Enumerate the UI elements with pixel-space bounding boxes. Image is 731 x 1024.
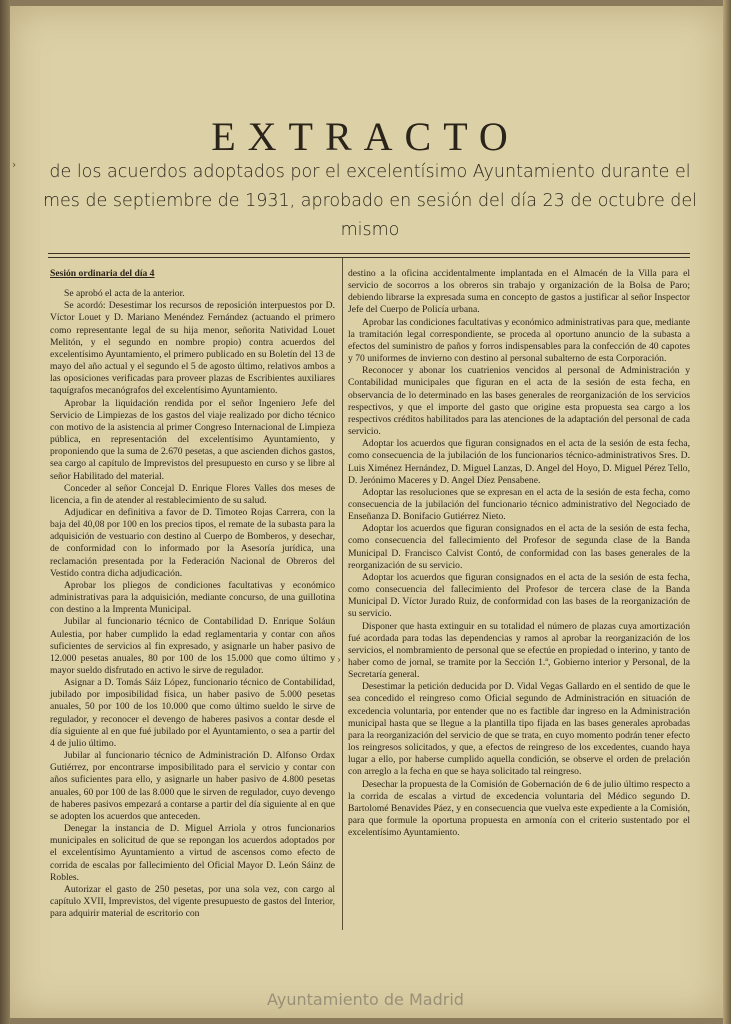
paragraph: Asignar a D. Tomás Sáiz López, funcionario técnico de Contabilidad, jubilado por imposibilidad física, un haber pasivo de 5.000 pesetas anuales, 50 por 100 de los 10.000 que como último sueldo le sirve de regulador, y reconocer el devengo de haberes pasivos a contar desde el día siguiente al en que fué jubilado por el Ayuntamiento, o sea a partir del 4 de julio último. (50, 677, 335, 749)
column-divider (342, 258, 343, 930)
paragraph: Denegar la instancia de D. Miguel Arriola y otros funcionarios municipales en solicitud de que se repongan los acuerdos adoptados por el excelentísimo Ayuntamiento a virtud de ascensos como efecto de corrida de escalas por fallecimiento del Oficial Mayor D. León Sáinz de Robles. (50, 823, 335, 883)
paragraph: Aprobar las condiciones facultativas y económico administrativas para que, mediante la tramitación legal correspondiente, se proceda al oportuno anuncio de la subasta a efectos del suministro de paños y forros indispensables para la confección de 40 capotes y 70 uniformes de invierno con destino al personal subalterno de esta Corporación. (348, 316, 690, 365)
session-heading: Sesión ordinaria del día 4 (50, 268, 155, 279)
watermark: Ayuntamiento de Madrid (267, 990, 464, 1009)
paragraph: Adoptar las resoluciones que se expresan en el acta de la sesión de esta fecha, como consecuencia de la jubilación del funcionario técnico administrativo del Negociado de Enseñanza D. Bonifacio Gutiérrez Nieto. (348, 486, 690, 523)
paragraph: Conceder al señor Concejal D. Enrique Flores Valles dos meses de licencia, a fin de atender al restablecimiento de su salud. (50, 482, 335, 506)
paragraph: Disponer que hasta extinguir en su totalidad el número de plazas cuya amortización fué acordada para todas las dependencias y ramos al aprobar la reorganización de los servicios, el nombramiento de personal que se efectúe en propiedad o interino, y tanto de haber como de jornal, se tramite por la Sección 1.ª, Gobierno interior y Personal, de la Secretaría general. (348, 620, 690, 681)
right-column (348, 268, 690, 839)
paragraph: Aprobar los pliegos de condiciones facultativas y económico administrativas para la adquisición, mediante concurso, de una guillotina con destino a la Imprenta Municipal. (50, 579, 335, 616)
paragraph: Jubilar al funcionario técnico de Administración D. Alfonso Ordax Gutiérrez, por encontrarse imposibilitado para el servicio y contar con años suficientes para ello, y asignarle un haber pasivo de 4.800 pesetas anuales, 60 por 100 de las 8.000 que le sirven de regulador, cuyo devengo de haberes pasivos empezará a contarse a partir del día siguiente al en que se adopten los acuerdos que anteceden. (50, 750, 335, 822)
paragraph: Adoptar los acuerdos que figuran consignados en el acta de la sesión de esta fecha, como consecuencia de la jubilación de los funcionarios técnico-administrativos Sres. D. Luis Ximénez Hernández, D. Miguel Lanzas, D. Angel del Hoyo, D. Miguel Pérez Tello, D. Jerónimo Maceres y D. Angel Díez Pensabene. (348, 438, 690, 486)
paragraph: destino a la oficina accidentalmente implantada en el Almacén de la Villa para el servicio de socorros a los obreros sin trabajo y organización de la Bolsa de Paro; debiendo librarse la expresada suma en concepto de gastos a justificar al señor Inspector Jefe del Cuerpo de Policía urbana. (348, 268, 690, 316)
paragraph: Desestimar la petición deducida por D. Vidal Vegas Gallardo en el sentido de que le sea concedido el reingreso como Oficial segundo de Administración en situación de excedencia voluntaria, por entender que no es factible dar ingreso en la Administración municipal hasta que se llegue a la plantilla tipo fijada en las bases generales aprobadas para la reorganización del servicio de que se trata, en cuyo momento podrán tener efecto los reingresos solicitados, y que, a efectos de reingreso de los excedentes, cuando haya lugar a ello, por haberse cumplido aquella condición, se observe el orden de prelación con arreglo a la fecha en que se haya solicitado tal reingreso. (348, 681, 690, 778)
left-column (50, 268, 335, 920)
paragraph: Reconocer y abonar los cuatrienios vencidos al personal de Administración y Contabilidad municipales que figuran en el acta de la sesión de esta fecha, en observancia de lo determinado en las bases generales de reorganización de los servicios respectivos, y que el importe del gasto que origine esta propuesta sea cargo a los respectivos créditos habilitados para las atenciones de la adaptación del personal de cada servicio. (348, 365, 690, 438)
document-subtitle: de los acuerdos adoptados por el excelentísimo Ayuntamiento durante el mes de septiembre de 1931, aprobado en sesión del día 23 de octubre del mismo (42, 162, 698, 240)
document-title: EXTRACTO (211, 114, 520, 159)
paragraph: Se acordó: Desestimar los recursos de reposición interpuestos por D. Víctor Louet y D. Mariano Menéndez Fernández (actuando el primero como representante legal de su hija menor, señorita Natividad Louet Melitón, y el segundo en nombre propio) contra acuerdos del excelentísimo Ayuntamiento, el primero publicado en su Boletín del 13 de mayo del año actual y el segundo el 5 de agosto último, relativos ambos a las oposiciones verificadas para proveer plazas de Escribientes auxiliares taquígrafos mecanógrafos del excelentísimo Ayuntamiento. (50, 300, 335, 397)
paragraph: Adoptar los acuerdos que figuran consignados en el acta de la sesión de esta fecha, como consecuencia del fallecimiento del Profesor de segunda clase de la Banda Municipal D. Francisco Calvist Contó, de conformidad con las bases generales de la reorganización de su servicio. (348, 523, 690, 571)
header-rule-secondary (48, 257, 690, 258)
paragraph: Adoptar los acuerdos que figuran consignados en el acta de la sesión de esta fecha, como consecuencia del fallecimiento del Profesor de tercera clase de la Banda Municipal D. Víctor Jurado Ruiz, de conformidad con las bases de la reorganización de su servicio. (348, 571, 690, 620)
paragraph: Se aprobó el acta de la anterior. (64, 288, 185, 300)
margin-mark-icon: › (12, 160, 16, 171)
paragraph: Autorizar el gasto de 250 pesetas, por una sola vez, con cargo al capítulo XVII, Imprevistos, del vigente presupuesto de gastos del Interior, para adquirir material de escritorio con (50, 883, 335, 920)
paragraph: Adjudicar en definitiva a favor de D. Timoteo Rojas Carrera, con la baja del 40,08 por 100 en los precios tipos, el remate de la subasta para la adquisición de vestuario con destino al Cuerpo de Bomberos, y desechar, de conformidad con lo informado por la Asesoría jurídica, una reclamación presentada por la Federación Nacional de Obreros del Vestido contra dicha adjudicación. (50, 506, 335, 579)
paragraph: Jubilar al funcionario técnico de Contabilidad D. Enrique Soláun Aulestia, por haber cumplido la edad reglamentaria y contar con años suficientes de servicios al fin expresado, y asignarle un haber pasivo de 12.000 pesetas anuales, 80 por 100 de los 15.000 que como último y mayor sueldo disfrutado en activo le sirve de regulador. (50, 616, 335, 676)
paragraph: Desechar la propuesta de la Comisión de Gobernación de 6 de julio último respecto a la corrida de escalas a virtud de excedencia voluntaria del Médico segundo D. Bartolomé Benavides Páez, y en consecuencia que vuelva este expediente a la Comisión, para que formule la oportuna propuesta en armonía con el criterio sustentado por el excelentísimo Ayuntamiento. (348, 778, 690, 839)
paragraph: Aprobar la liquidación rendida por el señor Ingeniero Jefe del Servicio de Limpiezas de los gastos del viaje realizado por dicho técnico con motivo de la asistencia al primer Congreso Internacional de Limpieza pública, en representación del excelentísimo Ayuntamiento, y proponiendo que la suma de 2.670 pesetas, a que ascienden dichos gastos, sea cargo al capítulo de Imprevistos del presupuesto en curso y se libre al señor Habilitado del material. (50, 397, 335, 482)
margin-mark-icon: › (337, 655, 341, 666)
header-rule (48, 253, 690, 254)
